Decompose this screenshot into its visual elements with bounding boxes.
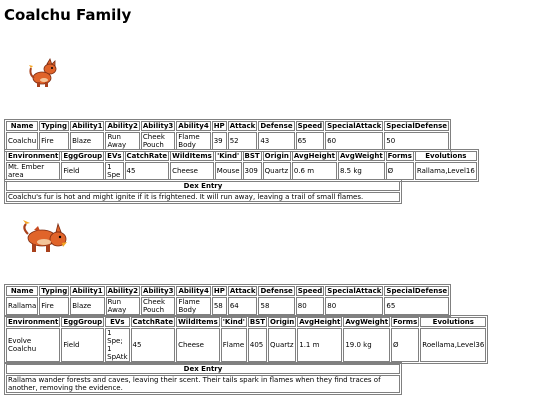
cell-ability4: Flame Body (176, 297, 210, 315)
header-egggroup: EggGroup (63, 152, 103, 160)
cell-evolutions: Roellama,Level36 (420, 328, 486, 362)
header-name: Name (6, 121, 38, 131)
cell-bst: 309 (243, 162, 262, 180)
dex-entry-header: Dex Entry (6, 364, 400, 374)
cell-avgweight: 19.0 kg (343, 328, 390, 362)
header-specialdefense: SpecialDefense (386, 122, 447, 130)
cell-evolutions: Rallama,Level16 (415, 162, 477, 180)
cell-avgheight: 0.6 m (292, 162, 337, 180)
cell-avgheight: 1.1 m (297, 328, 342, 362)
cell-specialattack: 60 (325, 132, 383, 150)
stats-table-rallama (4, 284, 451, 317)
header-typing: Typing (41, 287, 68, 295)
header-specialdefense: SpecialDefense (386, 287, 448, 295)
cell-ability1: Blaze (70, 132, 104, 150)
header-evolutions: Evolutions (415, 151, 477, 161)
cell-ability3: Cheek Pouch (141, 297, 175, 315)
cell-ability1: Blaze (70, 297, 104, 315)
header-egggroup: EggGroup (63, 318, 103, 326)
header-ability1: Ability1 (72, 122, 103, 130)
header-environment: Environment (8, 152, 59, 160)
cell-specialattack: 80 (325, 297, 383, 315)
header-ability3: Ability3 (142, 122, 174, 130)
info-header-row (6, 317, 486, 327)
cell-typing: Fire (39, 297, 69, 315)
cell-defense: 43 (258, 132, 294, 150)
cell-evs: 1 Spe (105, 162, 123, 180)
header-evolutions: Evolutions (420, 317, 486, 327)
header-avgheight: AvgHeight (293, 152, 335, 160)
cell-kind: Mouse (215, 162, 242, 180)
header-specialattack: SpecialAttack (327, 287, 382, 295)
stats-header-row (6, 286, 449, 296)
table-row (6, 162, 477, 180)
cell-kind: Flame (221, 328, 247, 362)
cell-specialdefense: 50 (384, 132, 449, 150)
stats-table-coalchu (4, 119, 451, 152)
cell-ability3: Cheek Pouch (141, 132, 175, 150)
cell-wilditems: Cheese (170, 162, 214, 180)
info-table-coalchu (4, 149, 479, 182)
cell-origin: Quartz (263, 162, 291, 180)
cell-origin: Quartz (268, 328, 296, 362)
header-speed: Speed (297, 122, 323, 130)
header-wilditems: WildItems (178, 318, 218, 326)
cell-avgweight: 8.5 kg (338, 162, 385, 180)
dex-entry-text: Coalchu's fur is hot and might ignite if it is frightened. It will run away, leaving a trail of small flames. (6, 192, 400, 202)
header-forms: Forms (393, 318, 418, 326)
header-ability4: Ability4 (178, 122, 209, 130)
header-specialattack: SpecialAttack (327, 122, 382, 130)
header-name: Name (6, 286, 38, 296)
header-avgweight: AvgWeight (345, 318, 389, 326)
header-defense: Defense (260, 287, 293, 295)
cell-typing: Fire (39, 132, 69, 150)
header-ability3: Ability3 (143, 287, 174, 295)
header-avgweight: AvgWeight (339, 152, 383, 160)
cell-evs: 1 Spe; 1 SpAtk (107, 329, 128, 361)
header-environment: Environment (8, 318, 59, 326)
dex-entry-header: Dex Entry (6, 181, 400, 191)
header-defense: Defense (260, 122, 293, 130)
header-avgheight: AvgHeight (299, 318, 341, 326)
cell-environment: Evolve Coalchu (6, 328, 60, 362)
header-attack: Attack (229, 122, 256, 130)
header-evs: EVs (107, 152, 122, 160)
cell-bst: 405 (248, 328, 267, 362)
header-evs: EVs (105, 317, 129, 327)
cell-environment: Mt. Ember area (6, 162, 60, 180)
cell-forms: Ø (386, 162, 414, 180)
table-row (6, 132, 449, 150)
cell-catchrate: 45 (131, 328, 176, 362)
rallama-sprite (20, 220, 68, 258)
header-bst: BST (244, 152, 260, 160)
header-attack: Attack (229, 287, 256, 295)
cell-ability4: Flame Body (176, 132, 210, 150)
coalchu-sprite (28, 58, 58, 90)
dex-table-rallama (4, 362, 402, 395)
header-hp: HP (213, 122, 225, 130)
cell-hp: 58 (212, 297, 227, 315)
table-row (6, 297, 449, 315)
page-title: Coalchu Family (4, 6, 132, 24)
header-origin: Origin (264, 152, 289, 160)
header-hp: HP (213, 287, 225, 295)
header-ability4: Ability4 (178, 287, 209, 295)
info-table-rallama (4, 315, 488, 364)
dex-table-coalchu (4, 179, 402, 204)
cell-forms: Ø (391, 328, 419, 362)
cell-attack: 64 (228, 297, 258, 315)
header-forms: Forms (387, 152, 412, 160)
cell-name: Coalchu (6, 132, 38, 150)
cell-attack: 52 (228, 132, 258, 150)
cell-wilditems: Cheese (176, 328, 220, 362)
header-catchrate: CatchRate (126, 152, 168, 160)
header-ability1: Ability1 (72, 287, 103, 295)
cell-ability2: Run Away (105, 132, 139, 150)
header-ability2: Ability2 (107, 122, 138, 130)
cell-defense: 58 (258, 297, 294, 315)
header-bst: BST (249, 318, 266, 326)
header-typing: Typing (41, 122, 68, 130)
cell-ability2: Run Away (106, 297, 140, 315)
header-kind: 'Kind' (222, 318, 245, 326)
table-row (6, 328, 486, 362)
header-kind: 'Kind' (215, 151, 242, 161)
header-speed: Speed (297, 287, 323, 295)
cell-name: Rallama (6, 297, 38, 315)
cell-egggroup: Field (61, 162, 104, 180)
cell-speed: 80 (296, 297, 325, 315)
stats-header-row (6, 121, 449, 131)
cell-catchrate: 45 (125, 162, 170, 180)
header-wilditems: WildItems (172, 152, 212, 160)
header-ability2: Ability2 (107, 287, 139, 295)
header-origin: Origin (270, 318, 295, 326)
info-header-row (6, 151, 477, 161)
cell-speed: 65 (296, 132, 325, 150)
cell-egggroup: Field (61, 328, 104, 362)
dex-entry-text: Rallama wander forests and caves, leaving their scent. Their tails spark in flames when they find traces of another, removing the evidence. (6, 375, 400, 393)
cell-hp: 39 (212, 132, 227, 150)
header-catchrate: CatchRate (132, 318, 174, 326)
cell-specialdefense: 65 (384, 297, 449, 315)
